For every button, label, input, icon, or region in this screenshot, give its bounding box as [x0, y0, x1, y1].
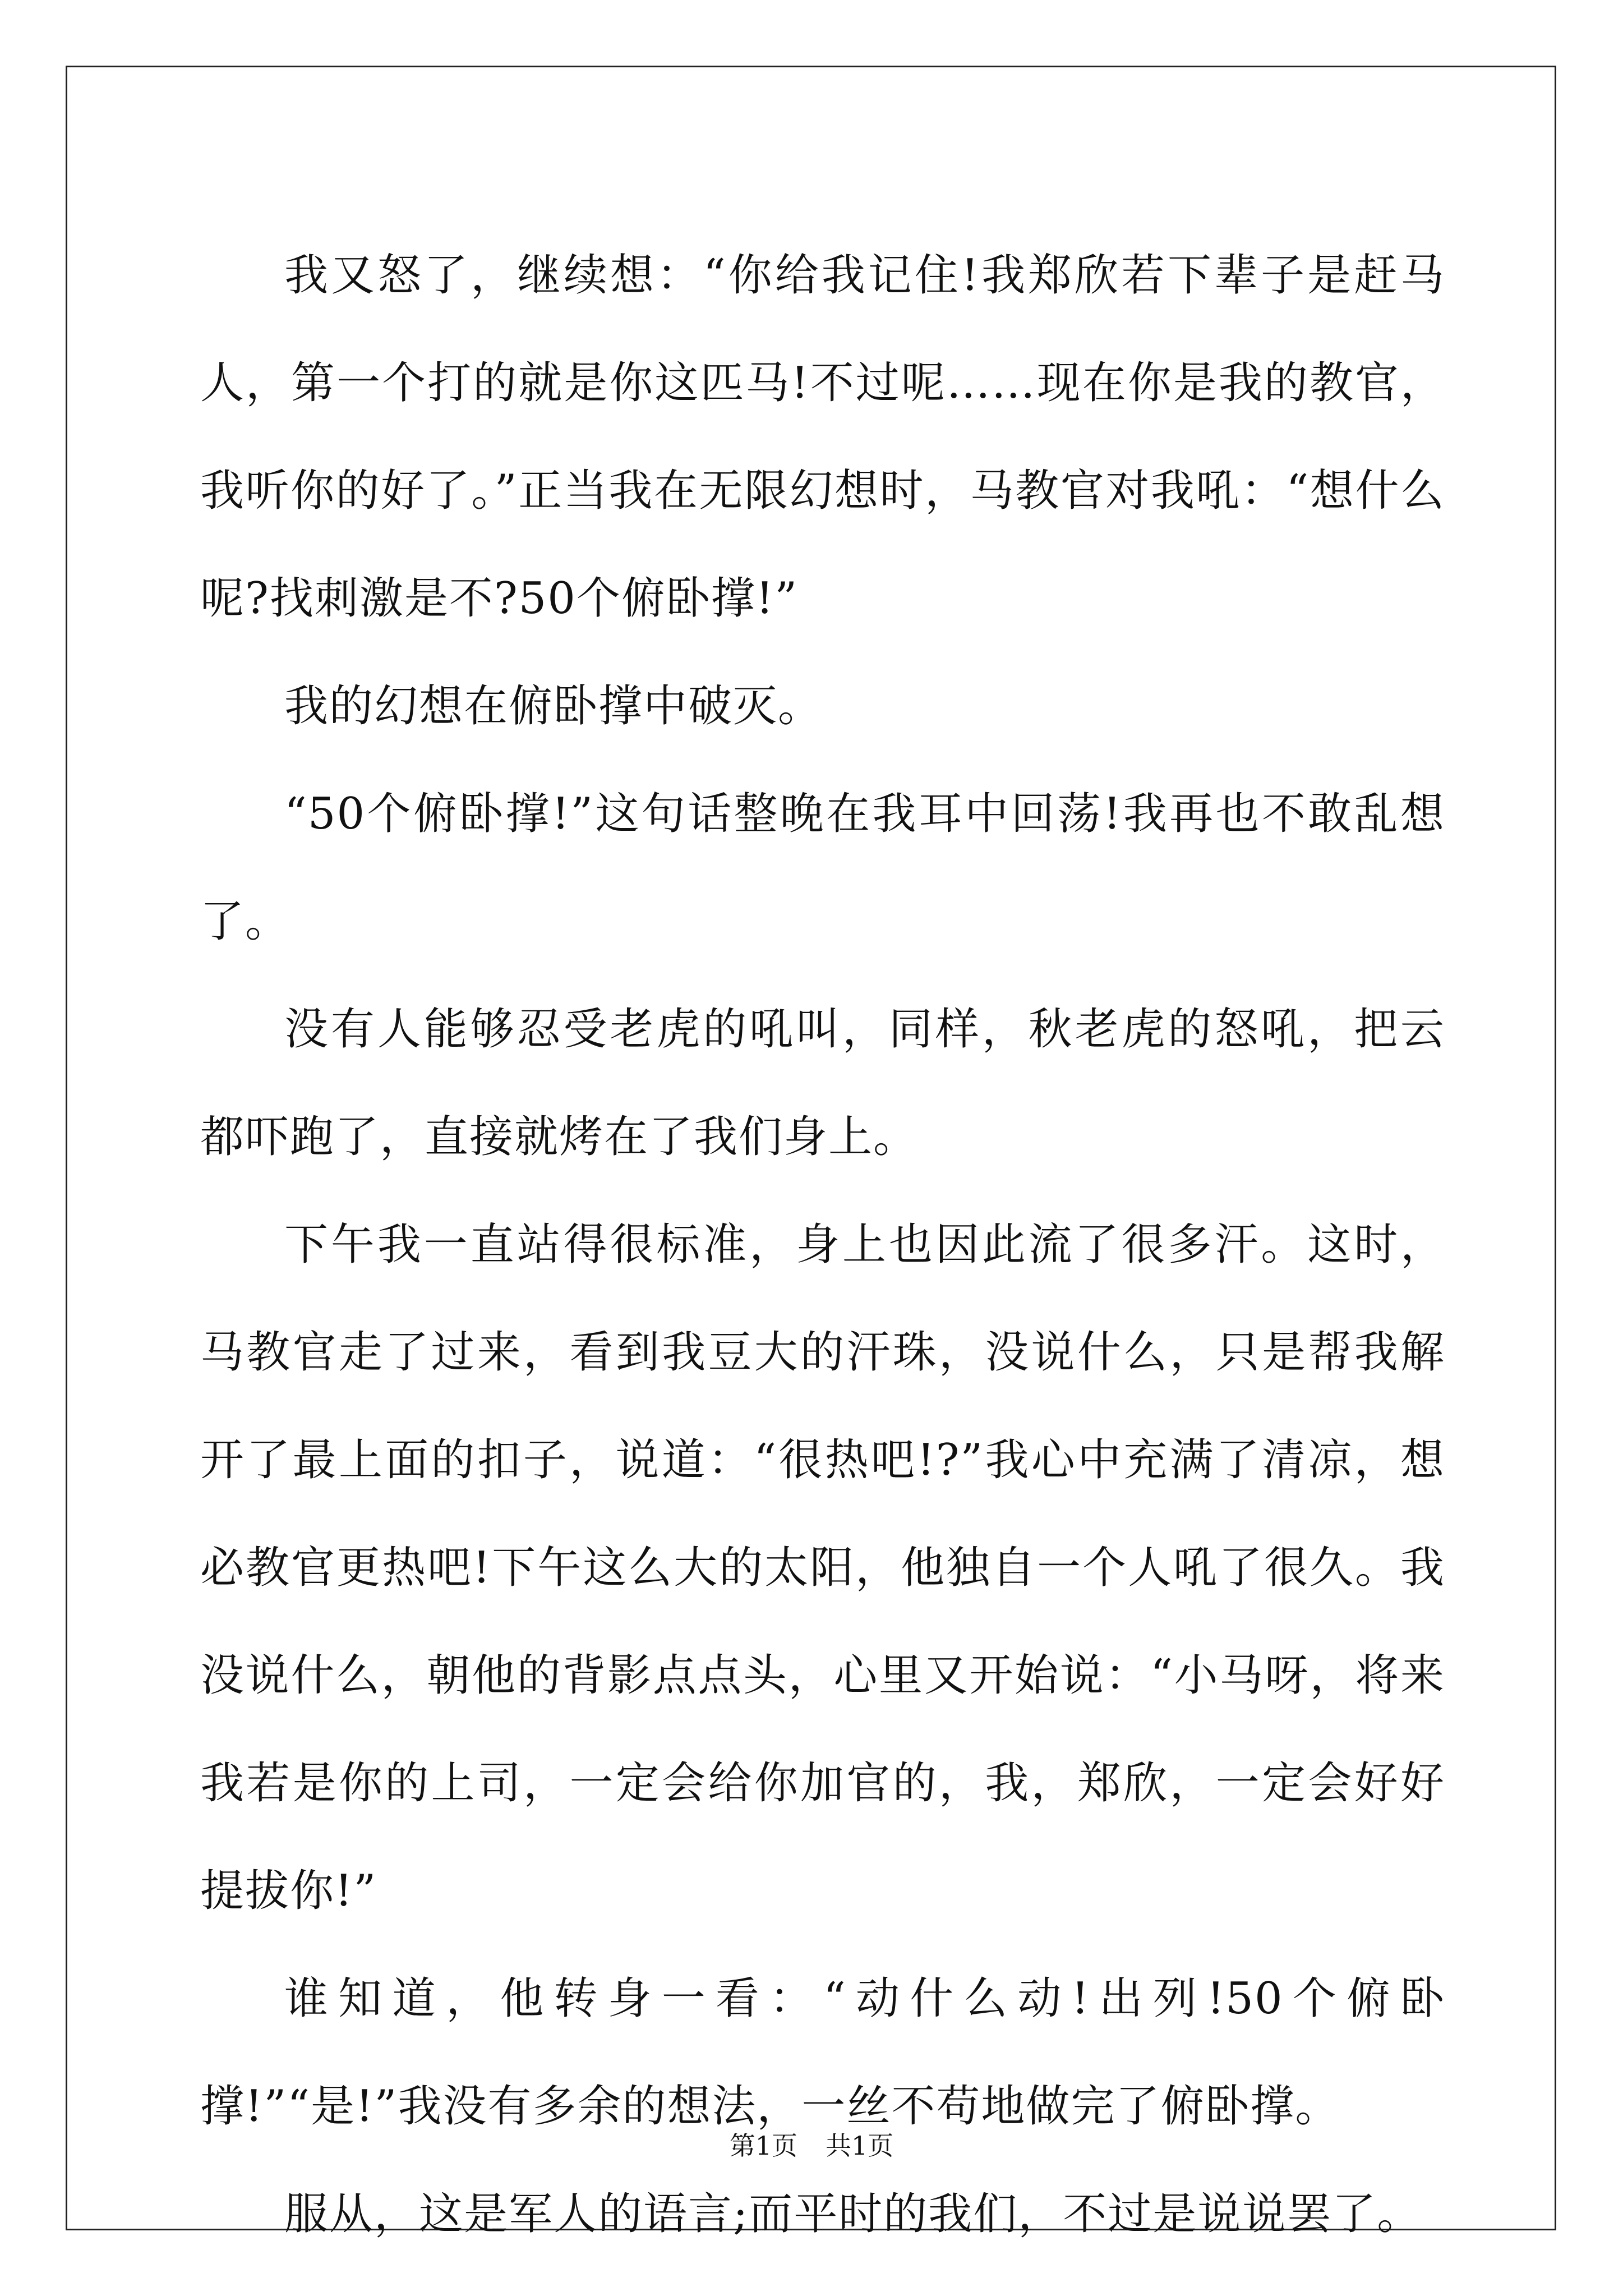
paragraph: 没有人能够忍受老虎的吼叫，同样，秋老虎的怒吼，把云都吓跑了，直接就烤在了我们身上。 — [200, 1004, 1445, 1162]
page-number: 第1页 — [729, 2131, 797, 2161]
paragraph: 服从，这是军人的语言;而平时的我们，不过是说说罢了。 — [284, 2189, 1422, 2239]
page-total: 共1页 — [826, 2131, 894, 2161]
document-body — [200, 222, 1445, 2268]
paragraph: 我的幻想在俯卧撑中破灭。 — [284, 681, 823, 731]
paragraph: “50个俯卧撑!”这句话整晚在我耳中回荡!我再也不敢乱想了。 — [200, 789, 1445, 947]
paragraph: 我又怒了，继续想：“你给我记住!我郑欣若下辈子是赶马人，第一个打的就是你这匹马!不过呢……现在你是我的教官，我听你的好了。”正当我在无限幻想时，马教官对我吼：“想什么呢?找刺激是不?50个俯卧撑!” — [200, 250, 1445, 624]
page-footer — [0, 2129, 1623, 2162]
paragraph: 下午我一直站得很标准，身上也因此流了很多汗。这时，马教官走了过来，看到我豆大的汗珠，没说什么，只是帮我解开了最上面的扣子，说道：“很热吧!?”我心中充满了清凉，想必教官更热吧!下午这么大的太阳，他独自一个人吼了很久。我没说什么，朝他的背影点点头，心里又开始说：“小马呀，将来我若是你的上司，一定会给你加官的，我，郑欣，一定会好好提拔你!” — [200, 1220, 1445, 1916]
paragraph: 谁知道，他转身一看：“动什么动!出列!50个俯卧撑!”“是!”我没有多余的想法，一丝不苟地做完了俯卧撑。 — [200, 1973, 1445, 2132]
